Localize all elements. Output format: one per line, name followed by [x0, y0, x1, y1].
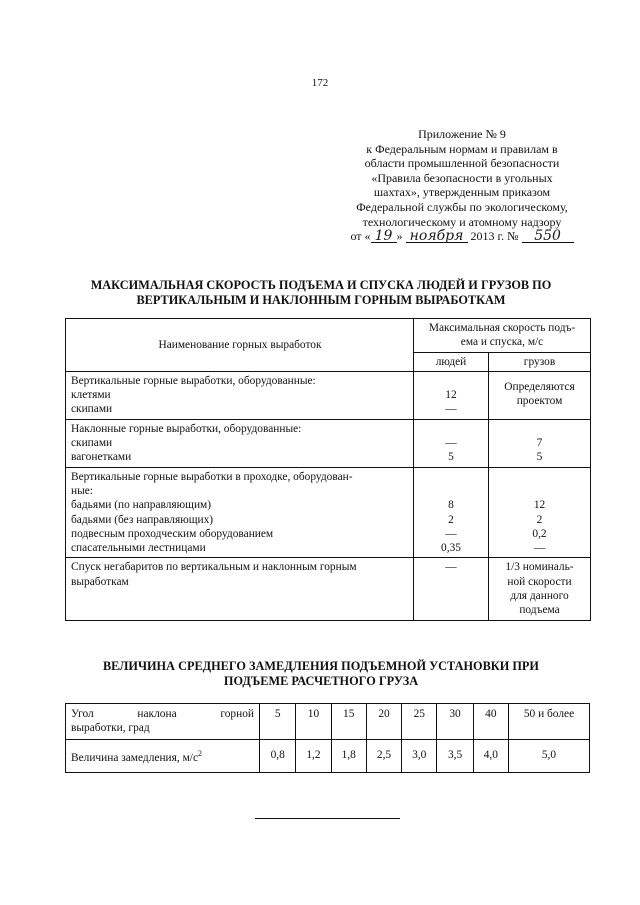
item-name: скипами	[71, 437, 113, 450]
people-speed-cell	[414, 467, 489, 558]
row-name	[66, 467, 414, 558]
item-name: клетями	[71, 389, 111, 402]
deceleration-value: 3,5	[437, 739, 473, 772]
angle-value: 50 и более	[508, 704, 589, 740]
deceleration-label-text: Величина замедления, м/с	[71, 751, 199, 764]
title-line: ПОДЪЕМЕ РАСЧЕТНОГО ГРУЗА	[223, 673, 419, 688]
row-name	[66, 558, 414, 620]
appendix-line: «Правила безопасности в угольных	[371, 170, 553, 185]
cargo-speed-cell	[489, 371, 591, 419]
page-number: 172	[311, 77, 329, 89]
group-title: Вертикальные горные выработки, оборудованные:	[71, 374, 316, 387]
deceleration-table-title	[40, 659, 602, 688]
deceleration-label	[66, 739, 260, 772]
label-word: наклона	[137, 708, 177, 720]
angle-value: 15	[331, 704, 366, 740]
title-line: ВЕРТИКАЛЬНЫМ И НАКЛОННЫМ ГОРНЫМ ВЫРАБОТКАМ	[136, 292, 506, 307]
deceleration-value: 3,0	[402, 739, 437, 772]
table-row	[66, 558, 591, 620]
group-title: Вертикальные горные выработки в проходке, оборудован-	[71, 470, 353, 483]
order-date-line	[328, 229, 596, 244]
handwritten-order-number: 550	[522, 230, 574, 243]
people-value: —	[445, 403, 457, 416]
column-header-cargo: грузов	[489, 352, 591, 371]
people-value: —	[445, 561, 457, 574]
cargo-speed-cell	[489, 558, 591, 620]
deceleration-value: 4,0	[473, 739, 508, 772]
cargo-note: подъема	[519, 604, 560, 617]
appendix-line: к Федеральным нормам и правилам в	[366, 141, 558, 156]
angle-label	[66, 704, 260, 740]
people-value: —	[445, 437, 457, 450]
angle-value: 30	[437, 704, 473, 740]
cargo-value: 7	[536, 437, 543, 450]
date-year: 2013 г. №	[467, 229, 522, 244]
cargo-value: —	[533, 542, 546, 555]
table-row	[66, 467, 591, 558]
cargo-note: для данного	[510, 590, 569, 603]
column-header-speed	[414, 319, 591, 353]
date-separator: »	[396, 229, 406, 244]
group-title: ные:	[71, 484, 93, 497]
deceleration-value: 1,8	[331, 739, 366, 772]
cargo-value: 0,2	[532, 527, 547, 540]
date-prefix: от «	[350, 229, 371, 244]
appendix-line: Федеральной службы по экологическому,	[356, 199, 568, 214]
item-name: скипами	[71, 403, 113, 416]
cargo-value: 12	[533, 499, 546, 512]
column-header-name: Наименование горных выработок	[66, 319, 414, 372]
item-name: спасательными лестницами	[71, 542, 206, 555]
table-row	[66, 371, 591, 419]
people-value: 8	[448, 499, 454, 512]
max-speed-table	[65, 318, 591, 621]
angle-label-line: выработки, град	[71, 722, 150, 735]
people-value: —	[445, 527, 457, 540]
angle-value: 10	[296, 704, 331, 740]
speed-table-title	[40, 278, 602, 307]
people-value: 2	[448, 513, 454, 526]
label-word: горной	[220, 708, 255, 720]
cargo-note: Определяются	[504, 380, 575, 393]
cargo-value: 5	[536, 451, 543, 464]
people-speed-cell	[414, 419, 489, 467]
header-line: Максимальная скорость подъ-	[428, 322, 576, 334]
appendix-line: шахтах», утвержденным приказом	[373, 185, 551, 200]
row-name	[66, 419, 414, 467]
people-speed-cell	[414, 558, 489, 620]
deceleration-value: 5,0	[508, 739, 589, 772]
appendix-line: области промышленной безопасности	[364, 156, 560, 171]
title-line: ВЕЛИЧИНА СРЕДНЕГО ЗАМЕДЛЕНИЯ ПОДЪЕМНОЙ УСТАНОВКИ ПРИ	[102, 659, 539, 673]
angle-label-line	[71, 707, 254, 721]
appendix-line: Приложение № 9	[418, 127, 506, 141]
group-title: выработкам	[71, 575, 129, 588]
item-name: вагонетками	[71, 451, 132, 464]
people-speed-cell	[414, 371, 489, 419]
footer-divider	[255, 818, 400, 819]
cargo-note: ной скорости	[507, 575, 572, 588]
header-line: ема и спуска, м/с	[460, 336, 544, 349]
cargo-speed-cell	[489, 419, 591, 467]
cargo-speed-cell	[489, 467, 591, 558]
table-header-row	[66, 319, 591, 353]
deceleration-value: 1,2	[296, 739, 331, 772]
people-value: 12	[445, 389, 457, 402]
group-title: Спуск негабаритов по вертикальным и наклонным горным	[71, 561, 357, 574]
cargo-note: 1/3 номиналь-	[505, 561, 574, 574]
table-row	[66, 419, 591, 467]
angle-value: 20	[366, 704, 401, 740]
appendix-header	[328, 127, 596, 244]
handwritten-month: ноября	[406, 230, 468, 243]
item-name: подвесным проходческим оборудованием	[71, 527, 274, 540]
table-row	[66, 739, 590, 772]
angle-value: 25	[402, 704, 437, 740]
table-row	[66, 704, 590, 740]
unit-superscript: 2	[198, 748, 203, 758]
item-name: бадьями (без направляющих)	[71, 513, 214, 526]
angle-value: 40	[473, 704, 508, 740]
cargo-value: 2	[536, 513, 543, 526]
deceleration-value: 0,8	[260, 739, 296, 772]
people-value: 0,35	[441, 542, 461, 555]
deceleration-value: 2,5	[366, 739, 401, 772]
handwritten-day: 19	[371, 230, 397, 243]
item-name: бадьями (по направляющим)	[71, 499, 212, 512]
deceleration-table	[65, 703, 590, 773]
label-word: Угол	[71, 708, 94, 720]
column-header-people: людей	[414, 352, 489, 371]
angle-value: 5	[260, 704, 296, 740]
group-title: Наклонные горные выработки, оборудованные:	[71, 422, 302, 435]
title-line: МАКСИМАЛЬНАЯ СКОРОСТЬ ПОДЪЕМА И СПУСКА ЛЮДЕЙ И ГРУЗОВ ПО	[90, 278, 552, 292]
appendix-line: технологическому и атомному надзору	[362, 214, 562, 229]
people-value: 5	[448, 451, 454, 464]
cargo-note: проектом	[516, 395, 563, 408]
row-name	[66, 371, 414, 419]
